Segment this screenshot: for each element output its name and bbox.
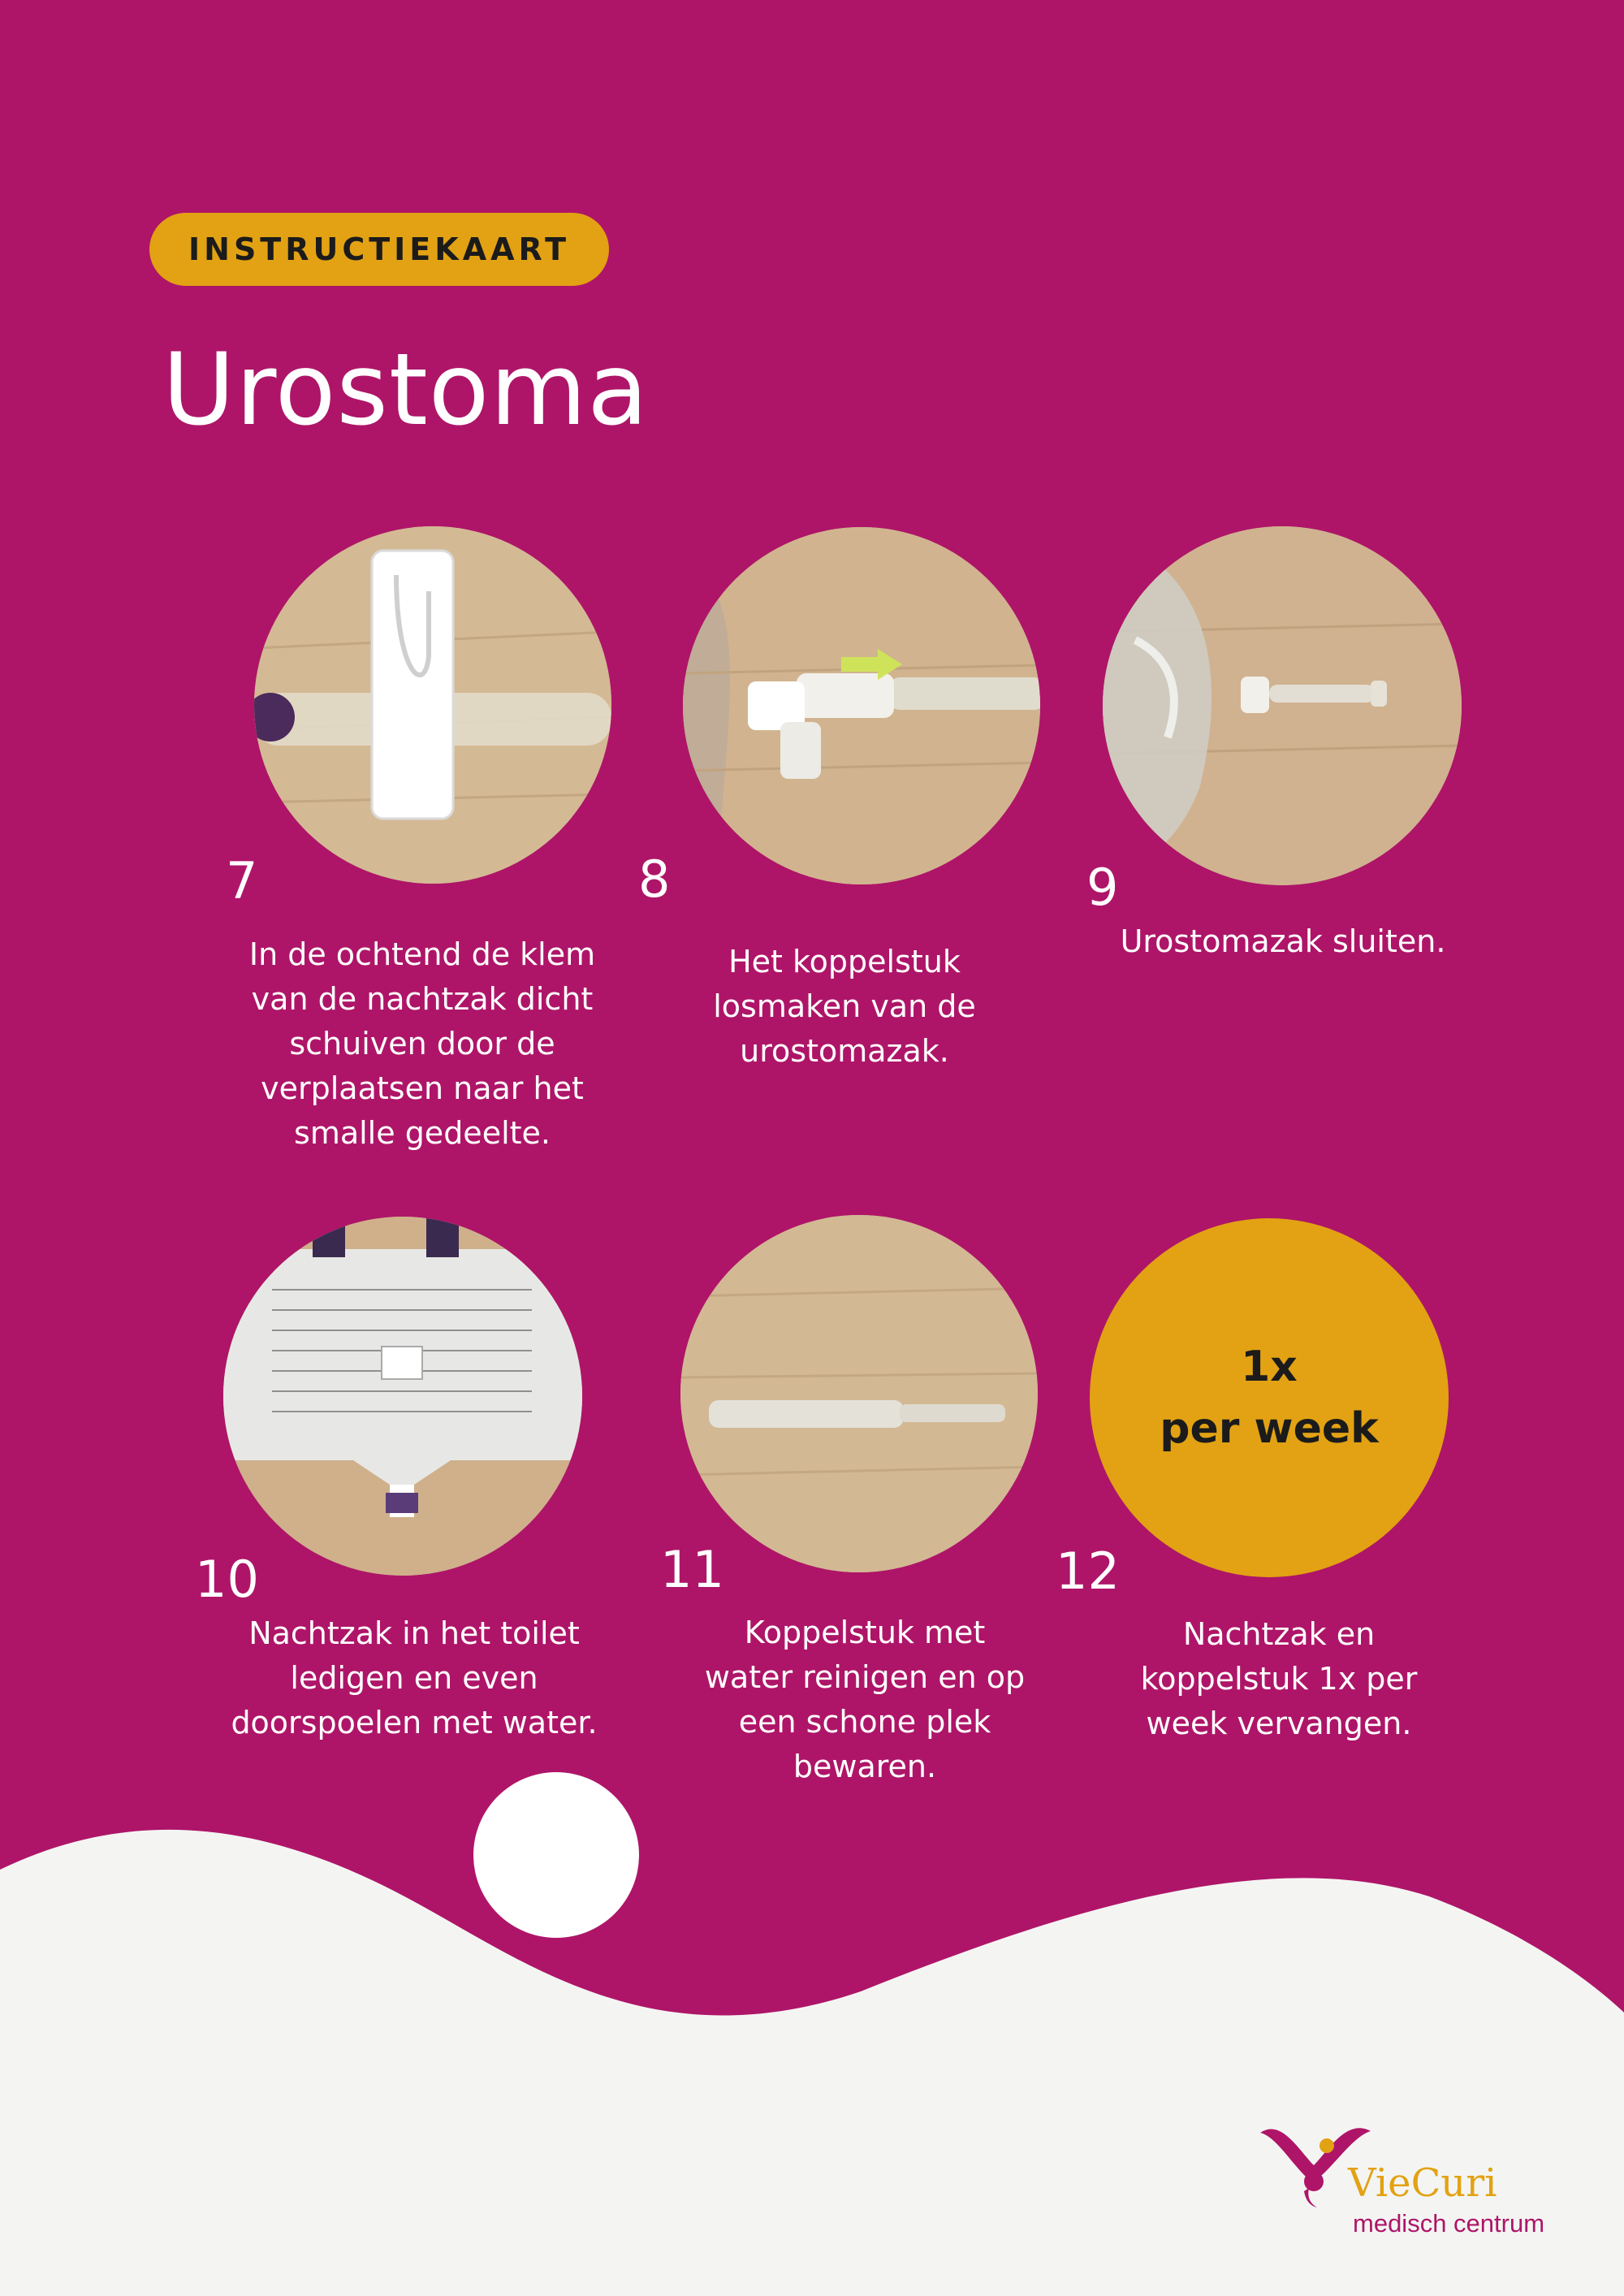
frequency-period: per week [1160,1404,1379,1453]
step-10-photo [223,1217,582,1576]
instruction-card-badge: INSTRUCTIEKAART [149,213,609,286]
step-8-number: 8 [638,850,671,909]
viecuri-logo [1257,2118,1582,2240]
step-12-number: 12 [1056,1541,1120,1601]
step-7-photo [254,526,611,884]
step-9-photo [1103,526,1462,885]
step-11-number: 11 [660,1540,724,1599]
logo-name: VieCuri [1348,2160,1497,2206]
frequency-count: 1x [1241,1343,1298,1391]
step-9-number: 9 [1086,858,1119,917]
step-12-text: Nachtzak en koppelstuk 1x per week vervangen. [1140,1616,1418,1741]
step-11-text: Koppelstuk met water reinigen en op een schone plek bewaren. [704,1615,1026,1784]
step-10-text: Nachtzak in het toilet ledigen en even doorspoelen met water. [231,1615,598,1740]
step-10-number: 10 [195,1550,259,1609]
step-11-photo [680,1215,1038,1572]
step-9-text: Urostomazak sluiten. [1120,923,1446,959]
step-7-text: In de ochtend de klem van de nachtzak dicht schuiven door de verplaatsen naar het smalle gedeelte. [248,936,596,1151]
logo-subtitle: medisch centrum [1353,2209,1545,2238]
step-8-photo [683,527,1040,884]
frequency-circle [1090,1218,1449,1577]
step-7-number: 7 [226,851,258,910]
page-title: Urostoma [162,332,650,448]
decorative-circle [473,1772,639,1938]
step-8-text: Het koppelstuk losmaken van de urostomazak. [713,944,976,1069]
